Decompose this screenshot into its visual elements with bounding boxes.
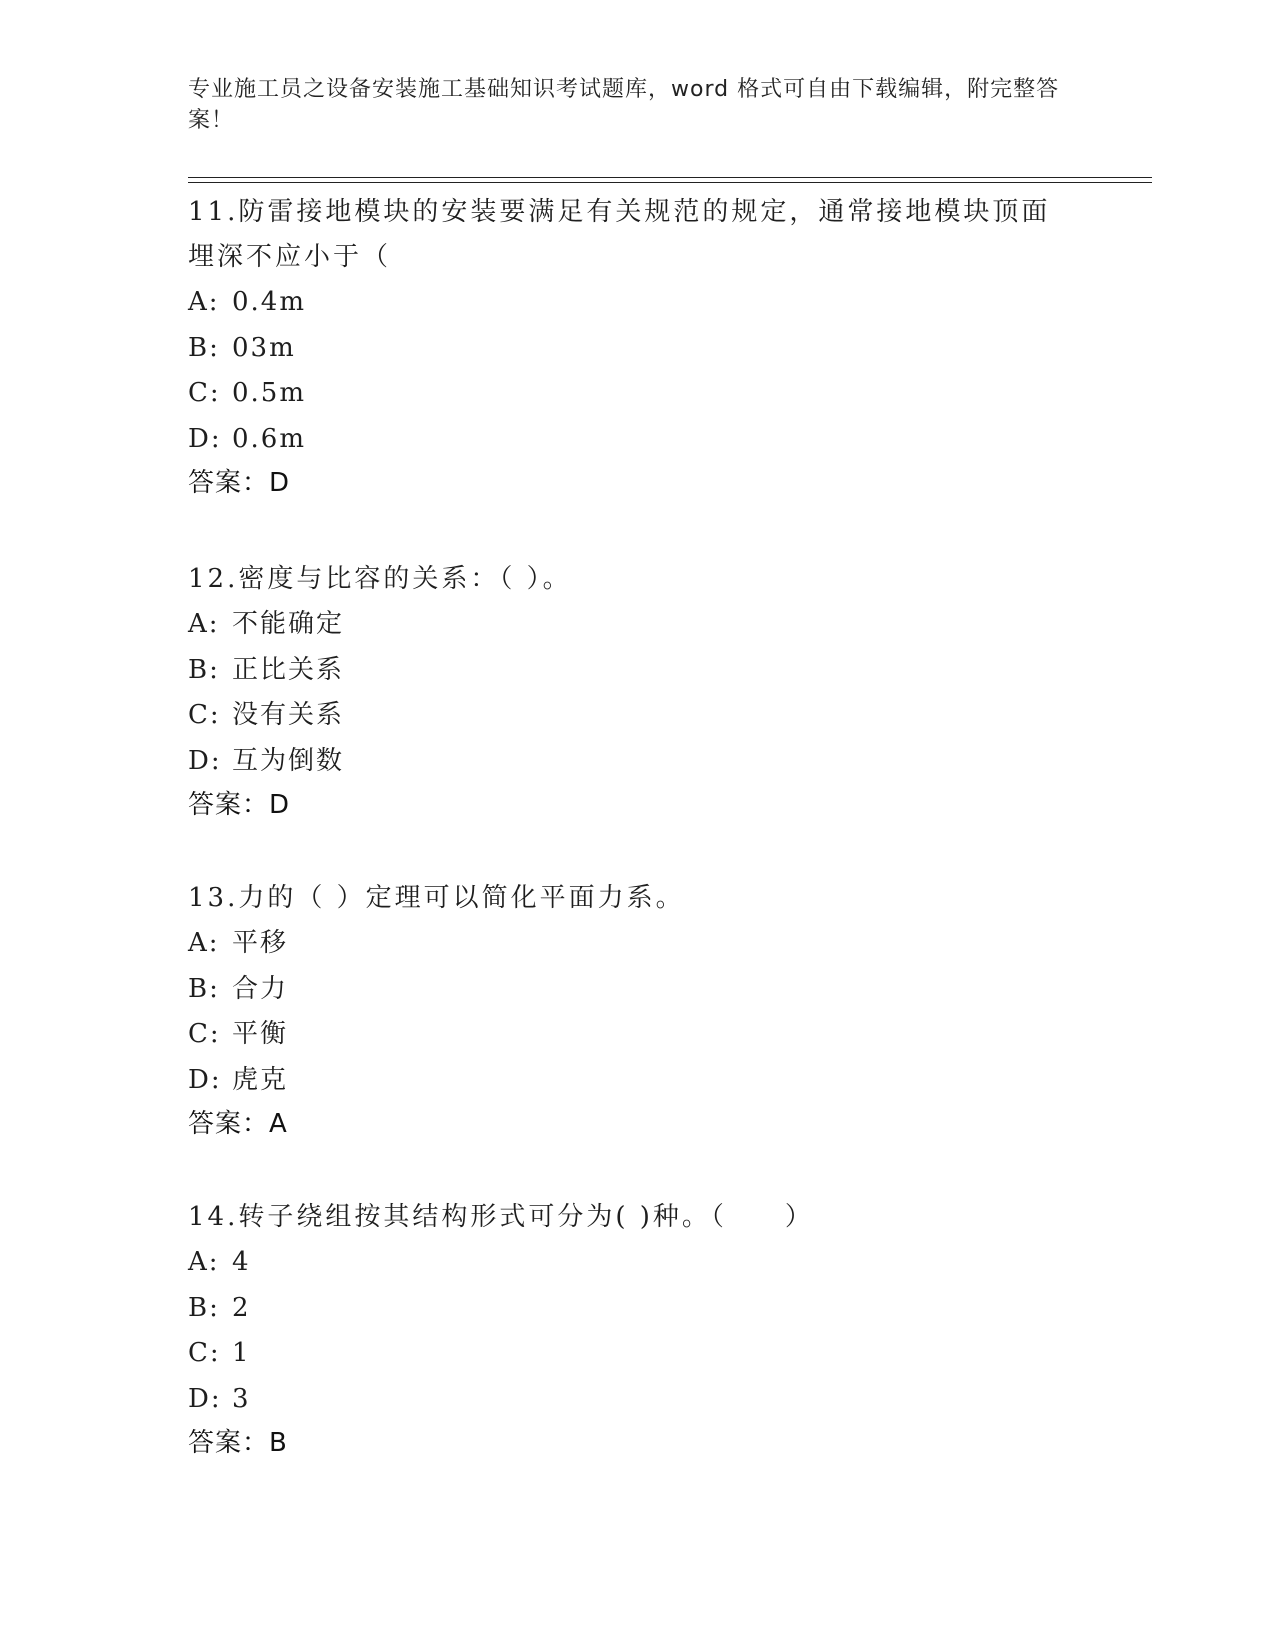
- option-key: A:: [188, 1247, 220, 1277]
- option-text: 不能确定: [232, 609, 345, 639]
- option-key: D:: [188, 745, 222, 776]
- option-key: D:: [188, 1383, 222, 1414]
- option-a: [188, 602, 1088, 648]
- option-text: 0.6m: [232, 423, 307, 454]
- answer: 答案：D: [188, 790, 291, 820]
- option-b: [188, 967, 1088, 1013]
- option-text: 1: [232, 1338, 251, 1368]
- option-key: C:: [188, 1338, 221, 1368]
- header-divider-bottom: [188, 182, 1152, 183]
- option-key: C:: [188, 700, 221, 730]
- option-c: [188, 371, 1088, 417]
- question-12: [188, 557, 1088, 826]
- option-text: 没有关系: [232, 700, 345, 730]
- option-text: 0.4m: [232, 287, 307, 317]
- option-b: [188, 1286, 1088, 1332]
- option-d: [188, 417, 1088, 463]
- question-14: [188, 1195, 1088, 1464]
- option-key: A:: [188, 287, 220, 317]
- option-key: C:: [188, 378, 221, 408]
- answer: 答案：D: [188, 468, 291, 498]
- option-text: 正比关系: [232, 654, 345, 685]
- question-stem: 11.防雷接地模块的安装要满足有关规范的规定，通常接地模块顶面埋深不应小于（: [188, 197, 1051, 272]
- option-key: B:: [188, 1292, 220, 1323]
- option-key: C:: [188, 1019, 221, 1049]
- option-text: 2: [232, 1292, 251, 1323]
- option-c: [188, 1331, 1088, 1377]
- question-stem: 13.力的（ ）定理可以简化平面力系。: [188, 883, 685, 913]
- option-a: [188, 921, 1088, 967]
- answer: 答案：A: [188, 1109, 288, 1139]
- option-key: A:: [188, 928, 220, 958]
- option-d: [188, 1377, 1088, 1423]
- option-text: 虎克: [232, 1064, 289, 1095]
- option-key: B:: [188, 332, 220, 363]
- question-11: [188, 190, 1088, 504]
- option-key: D:: [188, 1064, 222, 1095]
- option-key: D:: [188, 423, 222, 454]
- header-divider-top: [188, 177, 1152, 178]
- option-a: [188, 280, 1088, 326]
- option-key: B:: [188, 654, 220, 685]
- option-text: 合力: [232, 973, 289, 1004]
- answer: 答案：B: [188, 1428, 288, 1458]
- option-text: 4: [232, 1247, 251, 1277]
- option-text: 平衡: [232, 1019, 289, 1049]
- option-key: B:: [188, 973, 220, 1004]
- question-13: [188, 876, 1088, 1145]
- option-text: 3: [232, 1383, 251, 1414]
- question-stem: 14.转子绕组按其结构形式可分为( )种。（ ）: [188, 1202, 814, 1232]
- option-a: [188, 1240, 1088, 1286]
- option-d: [188, 739, 1088, 785]
- option-text: 0.5m: [232, 378, 307, 408]
- option-c: [188, 693, 1088, 739]
- question-stem: 12.密度与比容的关系：（ ）。: [188, 564, 572, 594]
- option-text: 互为倒数: [232, 745, 345, 776]
- option-c: [188, 1012, 1088, 1058]
- document-header: 专业施工员之设备安装施工基础知识考试题库，word 格式可自由下载编辑，附完整答案！: [188, 77, 1060, 133]
- option-text: 平移: [232, 928, 289, 958]
- option-b: [188, 326, 1088, 372]
- option-b: [188, 648, 1088, 694]
- option-key: A:: [188, 609, 220, 639]
- option-d: [188, 1058, 1088, 1104]
- option-text: 03m: [232, 332, 296, 363]
